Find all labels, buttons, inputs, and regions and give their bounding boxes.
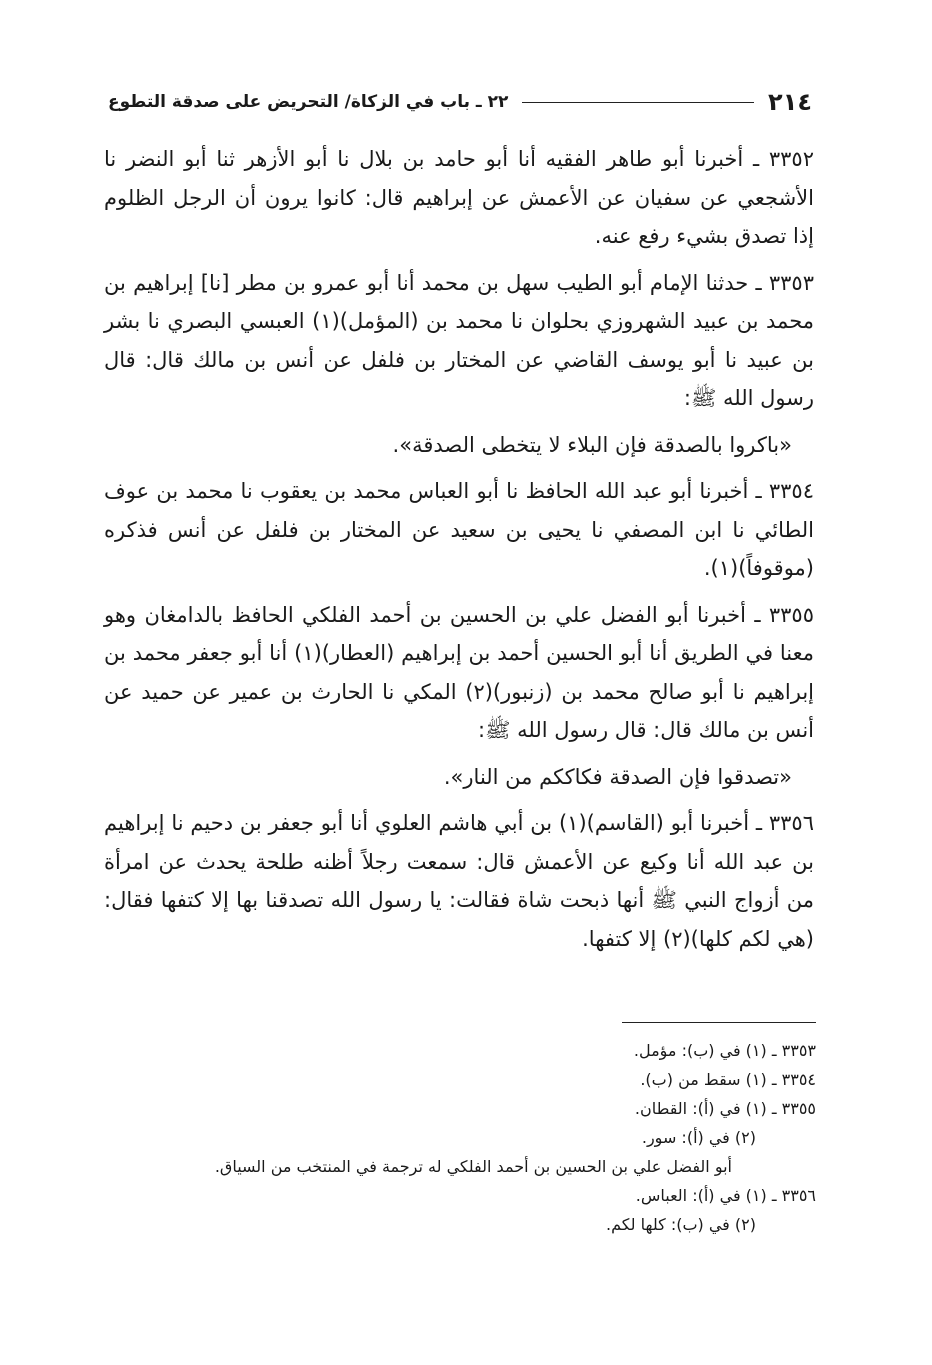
- footnote-rule: [622, 1022, 816, 1023]
- hadith-3353: ٣٣٥٣ ـ حدثنا الإمام أبو الطيب سهل بن محمد أنا أبو عمرو بن مطر [نا] إبراهيم بن محمد بن عبيد الشهروزي بحلوان نا محمد بن (المؤمل)(١) العبسي البصري نا بشر بن عبيد نا أبو يوسف القاضي عن المختار بن فلفل عن أنس بن مالك قال: قال رسول الله ﷺ:: [104, 270, 814, 410]
- footnotes: [120, 1036, 816, 1239]
- page-number: ٢١٤: [768, 88, 812, 116]
- footnote-item: (٢) في (ب): كلها لكم.: [606, 1215, 756, 1234]
- footnote-item: ٣٣٥٤ ـ (١) سقط من (ب).: [640, 1070, 816, 1089]
- page-header: [108, 84, 812, 120]
- footnote-item: ٣٣٥٣ ـ (١) في (ب): مؤمل.: [633, 1041, 816, 1060]
- hadith-quote-1: «باكروا بالصدقة فإن البلاء لا يتخطى الصدقة».: [392, 432, 792, 457]
- hadith-3356: ٣٣٥٦ ـ أخبرنا أبو (القاسم)(١) بن أبي هاشم العلوي أنا أبو جعفر بن دحيم نا إبراهيم بن عبد الله أنا وكيع عن الأعمش قال: سمعت رجلاً أظنه طلحة يحدث عن امرأة من أزواج النبي ﷺ أنها ذبحت شاة فقالت: يا رسول الله تصدقنا بها إلا كتفها فقال: (هي لكم كلها)(٢) إلا كتفها.: [104, 811, 814, 951]
- footnote-item: (٢) في (أ): سور.: [641, 1128, 756, 1147]
- footnote-item: ٣٣٥٥ ـ (١) في (أ): القطان.: [634, 1099, 816, 1118]
- hadith-quote-2: «تصدقوا فإن الصدقة فكاككم من النار».: [443, 764, 792, 789]
- footnote-item: أبو الفضل علي بن الحسين بن أحمد الفلكي له ترجمة في المنتخب من السياق.: [214, 1157, 732, 1176]
- footnote-item: ٣٣٥٦ ـ (١) في (أ): العباس.: [635, 1186, 816, 1205]
- running-title: ٢٢ ـ باب في الزكاة/ التحريض على صدقة التطوع: [108, 92, 509, 112]
- main-text: [104, 140, 814, 966]
- header-rule: [522, 102, 754, 103]
- hadith-3355: ٣٣٥٥ ـ أخبرنا أبو الفضل علي بن الحسين بن أحمد الفلكي الحافظ بالدامغان وهو معنا في الطريق أنا أبو الحسين أحمد بن إبراهيم (العطار)(١) أنا أبو جعفر محمد بن إبراهيم نا أبو صالح محمد بن (زنبور)(٢) المكي نا الحارث بن عمير عن حميد عن أنس بن مالك قال: قال رسول الله ﷺ:: [104, 602, 814, 742]
- hadith-3354: ٣٣٥٤ ـ أخبرنا أبو عبد الله الحافظ نا أبو العباس محمد بن يعقوب نا محمد بن عوف الطائي نا ابن المصفي نا يحيى بن سعيد عن المختار بن فلفل عن أنس فذكره (موقوفاً)(١).: [104, 479, 814, 580]
- hadith-3352: ٣٣٥٢ ـ أخبرنا أبو طاهر الفقيه أنا أبو حامد بن بلال نا أبو الأزهر ثنا أبو النضر نا الأشجعي عن سفيان عن الأعمش عن إبراهيم قال: كانوا يرون أن الرجل الظلوم إذا تصدق بشيء رفع عنه.: [104, 147, 814, 248]
